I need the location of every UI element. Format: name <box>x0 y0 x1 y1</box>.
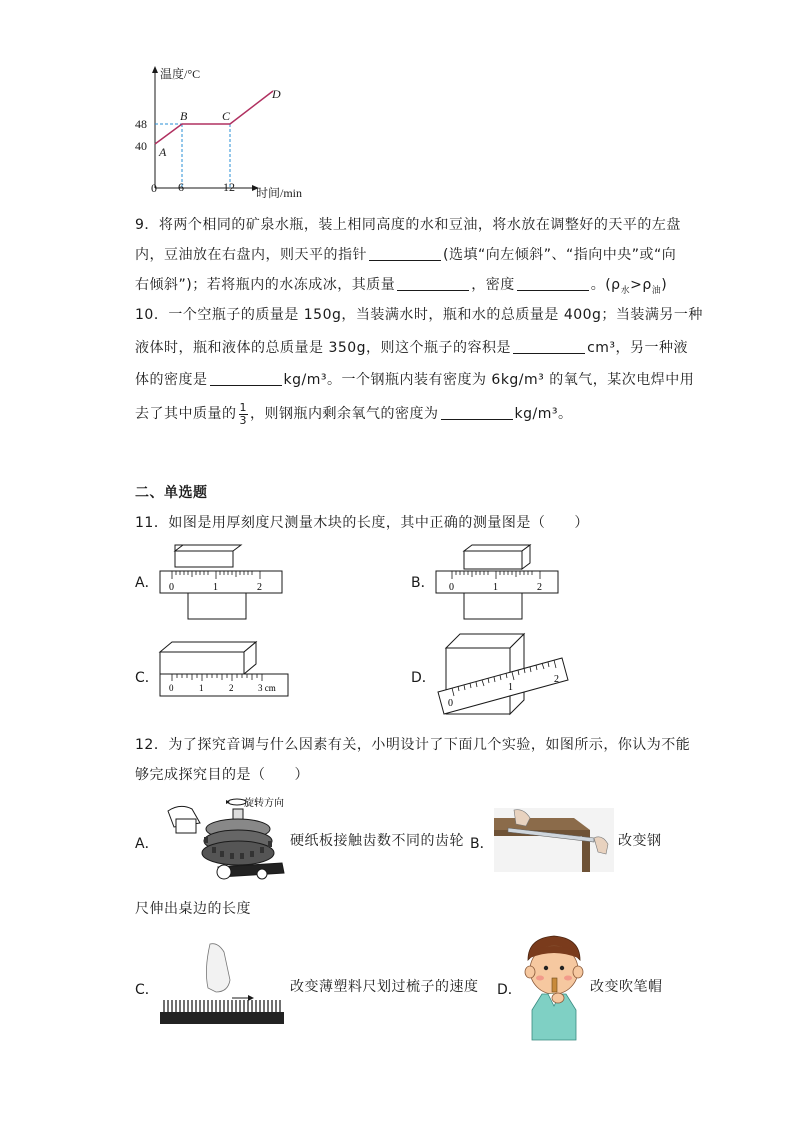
q10-line3 <box>135 371 694 389</box>
q11-figure-a[interactable] <box>158 543 288 625</box>
ruler-on-table-illustration[interactable] <box>494 808 614 872</box>
graph-xlabel: 时间/min <box>256 186 303 200</box>
ruler-c-3: 3 cm <box>258 683 276 693</box>
ruler-b-2: 2 <box>537 582 542 593</box>
fraction-one-third <box>239 402 249 427</box>
q11-option-c-label[interactable]: C． <box>135 670 159 686</box>
q10-text-3a: 体的密度是 <box>135 372 208 388</box>
q9-text-3b: ，密度 <box>471 277 515 293</box>
fraction-numerator: 1 <box>239 400 247 414</box>
point-b: B <box>180 109 188 123</box>
rotation-direction-caption: 旋转方向 <box>244 798 284 809</box>
q10-text-4a: 去了其中质量的 <box>135 406 237 422</box>
x-tick-6: 6 <box>178 180 184 194</box>
q9-text-2b: (选填“向左倾斜”、“指向中央”或“向 <box>443 247 677 263</box>
q11-figure-d[interactable] <box>434 630 574 720</box>
q11-option-d-label[interactable]: D． <box>411 670 436 686</box>
ruler-b-1: 1 <box>493 582 498 593</box>
comb-experiment-illustration[interactable] <box>158 940 288 1030</box>
q10-line1: 10．一个空瓶子的质量是 150g，当装满水时，瓶和水的总质量是 400g；当装满另一种 <box>135 307 703 323</box>
heating-curve <box>155 91 273 144</box>
section-title: 二、单选题 <box>135 485 208 501</box>
q10-text-2a: 液体时，瓶和液体的总质量是 350g，则这个瓶子的容积是 <box>135 340 512 356</box>
q10-text-3b: kg/m³。一个钢瓶内装有密度为 6kg/m³ 的氧气，某次电焊中用 <box>283 372 695 388</box>
q10-blank-1[interactable] <box>513 339 585 354</box>
q12-option-b-continuation: 尺伸出桌边的长度 <box>135 901 251 917</box>
ruler-d-0: 0 <box>448 698 453 709</box>
q12-stem-1: 12．为了探究音调与什么因素有关，小明设计了下面几个实验，如图所示，你认为不能 <box>135 737 691 753</box>
q10-text-2b: cm³，另一种液 <box>587 340 689 356</box>
q11-option-a-label[interactable]: A． <box>135 575 159 591</box>
q12-option-c-label[interactable]: C． <box>135 982 159 998</box>
q9-line2 <box>135 246 676 264</box>
q10-blank-3[interactable] <box>441 405 513 420</box>
point-d: D <box>272 87 281 101</box>
graph-ylabel: 温度/°C <box>160 67 201 81</box>
q12-option-a-text: 硬纸板接触齿数不同的齿轮 <box>290 833 464 849</box>
ruler-c-1: 1 <box>199 683 204 693</box>
q12-option-d-text: 改变吹笔帽 <box>590 979 663 995</box>
q10-line2 <box>135 339 688 357</box>
ruler-b-0: 0 <box>449 582 454 593</box>
q9-text-3a: 右倾斜”)；若将瓶内的水冻成冰，其质量 <box>135 277 396 293</box>
q10-line4 <box>135 400 572 428</box>
ruler-a-2: 2 <box>257 582 262 593</box>
x-tick-0: 0 <box>151 181 157 195</box>
fraction-denominator: 3 <box>239 413 247 427</box>
boy-blowing-pen-cap-illustration[interactable] <box>518 932 590 1042</box>
ruler-a-0: 0 <box>169 582 174 593</box>
q9-blank-2[interactable] <box>397 276 469 291</box>
y-tick-48: 48 <box>135 117 147 131</box>
q12-stem-2: 够完成探究目的是（ ） <box>135 767 309 783</box>
q9-line1: 9．将两个相同的矿泉水瓶，装上相同高度的水和豆油，将水放在调整好的天平的左盘 <box>135 217 681 233</box>
q10-blank-2[interactable] <box>210 371 282 386</box>
ruler-d-1: 1 <box>508 682 513 693</box>
q12-option-b-label[interactable]: B． <box>470 836 494 852</box>
ruler-c-2: 2 <box>229 683 234 693</box>
temperature-time-graph <box>130 60 330 200</box>
ruler-c-0: 0 <box>169 683 174 693</box>
gear-experiment-illustration[interactable] <box>158 793 288 885</box>
x-tick-12: 12 <box>223 180 235 194</box>
point-a: A <box>159 145 167 159</box>
q10-text-4b: ，则钢瓶内剩余氧气的密度为 <box>250 406 439 422</box>
q12-option-b-text: 改变钢 <box>618 833 662 849</box>
q12-option-d-label[interactable]: D． <box>497 982 522 998</box>
q11-figure-b[interactable] <box>434 543 564 625</box>
q9-blank-1[interactable] <box>369 246 441 261</box>
q9-line3 <box>135 276 667 300</box>
q9-text-2a: 内，豆油放在右盘内，则天平的指针 <box>135 247 367 263</box>
q9-text-3e: >ρ <box>630 277 652 293</box>
y-tick-40: 40 <box>135 139 147 153</box>
q11-option-b-label[interactable]: B． <box>411 575 435 591</box>
q9-text-3g: ) <box>661 277 668 293</box>
q12-option-a-label[interactable]: A． <box>135 836 159 852</box>
ruler-a-1: 1 <box>213 582 218 593</box>
q10-text-4c: kg/m³。 <box>514 406 573 422</box>
q11-figure-c[interactable] <box>158 640 293 702</box>
q11-stem: 11．如图是用厚刻度尺测量木块的长度，其中正确的测量图是（ ） <box>135 515 589 531</box>
ruler-d-2: 2 <box>554 674 559 685</box>
point-c: C <box>222 109 231 123</box>
q9-text-3c: 。(ρ <box>590 277 621 293</box>
q12-option-c-text: 改变薄塑料尺划过梳子的速度 <box>290 979 479 995</box>
q9-blank-3[interactable] <box>517 276 589 291</box>
q9-sub-oil: 油 <box>651 285 662 296</box>
q9-sub-water: 水 <box>620 285 631 296</box>
